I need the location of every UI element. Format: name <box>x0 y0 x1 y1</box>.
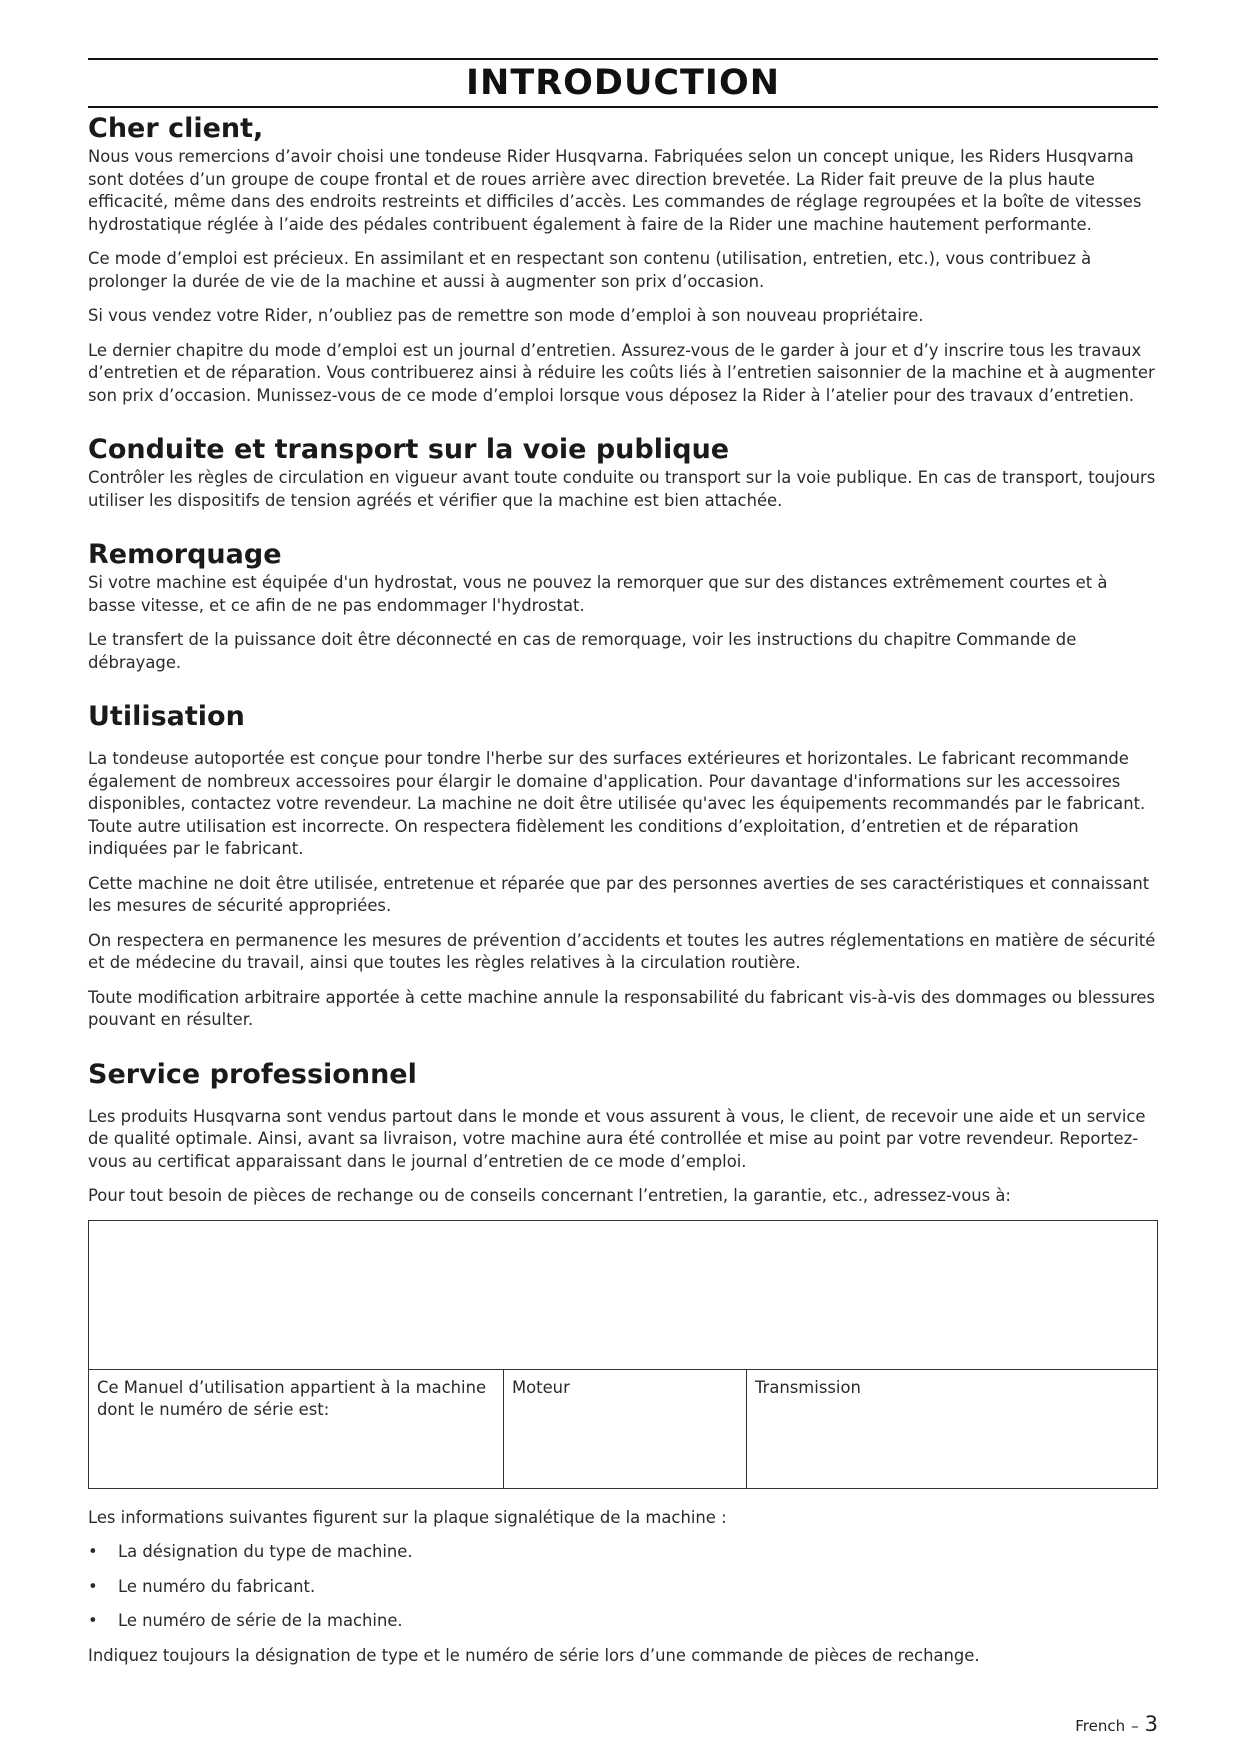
footer-dash: – <box>1131 1717 1139 1735</box>
paragraph: Cette machine ne doit être utilisée, entretenue et réparée que par des personnes averties de ses caractéristiques et connaissant les mesures de sécurité appropriées. <box>88 873 1150 915</box>
section-service <box>88 1058 1158 1208</box>
paragraph: On respectera en permanence les mesures de prévention d’accidents et toutes les autres réglementations en matière de sécurité et de médecine du travail, ainsi que toutes les règles relatives à la circulation routière. <box>88 930 1156 972</box>
paragraph: Toute modification arbitraire apportée à cette machine annule la responsabilité du fabricant vis-à-vis des dommages ou blessures pouvant en résulter. <box>88 987 1155 1029</box>
dealer-address-box[interactable] <box>89 1221 1157 1370</box>
section-conduite <box>88 433 1158 512</box>
list-item <box>88 1541 1158 1564</box>
heading-conduite: Conduite et transport sur la voie publique <box>88 434 730 465</box>
list-item <box>88 1610 1158 1633</box>
paragraph: Pour tout besoin de pièces de rechange ou de conseils concernant l’entretien, la garantie, etc., adressez-vous à: <box>88 1186 1011 1205</box>
list-item-text: Le numéro de série de la machine. <box>118 1611 403 1630</box>
bullet-icon: • <box>88 1542 98 1561</box>
plate-intro: Les informations suivantes figurent sur la plaque signalétique de la machine : <box>88 1507 727 1527</box>
serial-number-cell[interactable]: Ce Manuel d’utilisation appartient à la machine dont le numéro de série est: <box>89 1370 504 1488</box>
paragraph: Le dernier chapitre du mode d’emploi est un journal d’entretien. Assurez-vous de le garder à jour et d’y inscrire tous les travaux d’entretien et de réparation. Vous contribuerez ainsi à réduire les coûts liés à l’entretien saisonnier de la machine et à augmenter son prix d’occasion. Munissez-vous de ce mode d’emploi lorsque vous déposez la Rider à l’atelier pour des travaux d’entretien. <box>88 340 1155 405</box>
plate-info-list <box>88 1541 1158 1633</box>
page-number: 3 <box>1144 1712 1158 1736</box>
heading-cher-client: Cher client, <box>88 113 264 144</box>
dealer-info-form <box>88 1220 1158 1489</box>
paragraph: Nous vous remercions d’avoir choisi une tondeuse Rider Husqvarna. Fabriquées selon un concept unique, les Riders Husqvarna sont dotées d’un groupe de coupe frontal et de roues arrière avec direction brevetée. La Rider fait preuve de la plus haute efficacité, même dans des endroits restreints et difficiles d’accès. Les commandes de réglage regroupées et la boîte de vitesses hydrostatique réglée à l’aide des pédales contribuent également à faire de la Rider une machine hautement performante. <box>88 147 1142 234</box>
paragraph: Le transfert de la puissance doit être déconnecté en cas de remorquage, voir les instructions du chapitre Commande de débrayage. <box>88 630 1077 672</box>
paragraph: Ce mode d’emploi est précieux. En assimilant et en respectant son contenu (utilisation, entretien, etc.), vous contribuez à prolonger la durée de vie de la machine et aussi à augmenter son prix d’occasion. <box>88 249 1092 291</box>
heading-remorquage: Remorquage <box>88 539 282 570</box>
list-item-text: La désignation du type de machine. <box>118 1542 413 1561</box>
transmission-cell[interactable]: Transmission <box>755 1377 861 1397</box>
section-remorquage <box>88 538 1158 674</box>
paragraph: Si votre machine est équipée d'un hydrostat, vous ne pouvez la remorquer que sur des distances extrêmement courtes et à basse vitesse, et ce afin de ne pas endommager l'hydrostat. <box>88 573 1108 615</box>
section-utilisation <box>88 700 1158 1032</box>
bullet-icon: • <box>88 1611 98 1630</box>
footer-language: French <box>1075 1717 1126 1735</box>
list-item <box>88 1576 1158 1599</box>
plate-outro: Indiquez toujours la désignation de type et le numéro de série lors d’une commande de pièces de rechange. <box>88 1645 980 1665</box>
paragraph: La tondeuse autoportée est conçue pour tondre l'herbe sur des surfaces extérieures et horizontales. Le fabricant recommande également de nombreux accessoires pour élargir le domaine d'application. Pour davantage d'informations sur les accessoires disponibles, contactez votre revendeur. La machine ne doit être utilisée qu'avec les équipements recommandés par le fabricant. Toute autre utilisation est incorrecte. On respectera fidèlement les conditions d’exploitation, d’entretien et de réparation indiquées par le fabricant. <box>88 749 1146 858</box>
motor-cell[interactable]: Moteur <box>504 1370 747 1488</box>
title-band <box>88 58 1158 108</box>
list-item-text: Le numéro du fabricant. <box>118 1576 316 1596</box>
page-body <box>88 58 1158 1667</box>
page-title: INTRODUCTION <box>466 63 780 103</box>
heading-utilisation: Utilisation <box>88 701 245 732</box>
serial-number-row <box>89 1370 1157 1488</box>
paragraph: Les produits Husqvarna sont vendus partout dans le monde et vous assurent à vous, le client, de recevoir une aide et un service de qualité optimale. Ainsi, avant sa livraison, votre machine aura été controllée et mise au point par votre revendeur. Reportez-vous au certificat apparaissant dans le journal d’entretien de ce mode d’emploi. <box>88 1106 1146 1171</box>
bullet-icon: • <box>88 1576 98 1596</box>
heading-service: Service professionnel <box>88 1058 417 1090</box>
page-footer <box>1075 1712 1158 1736</box>
section-cher-client <box>88 112 1158 407</box>
paragraph: Contrôler les règles de circulation en vigueur avant toute conduite ou transport sur la voie publique. En cas de transport, toujours utiliser les dispositifs de tension agréés et vérifier que la machine est bien attachée. <box>88 468 1156 510</box>
paragraph: Si vous vendez votre Rider, n’oubliez pas de remettre son mode d’emploi à son nouveau propriétaire. <box>88 306 924 325</box>
